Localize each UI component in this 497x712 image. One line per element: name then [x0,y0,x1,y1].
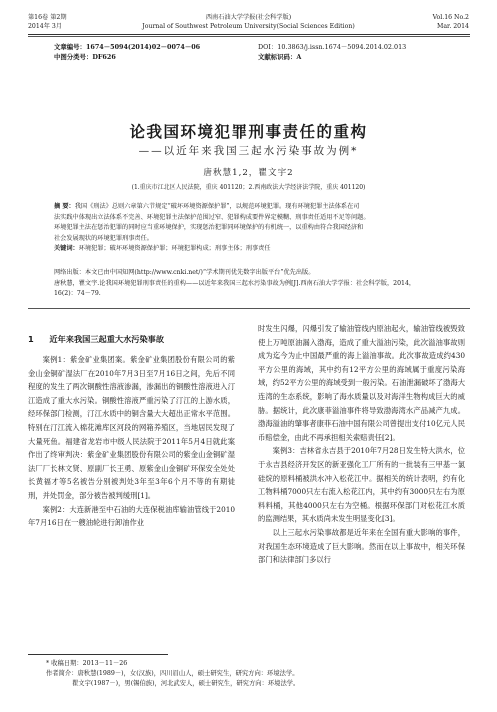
section-number: 1 [28,334,34,344]
abstract-line: 环境犯罪主法在惩治犯罪的同时应当重环境保护，实现惩治犯罪同环境保护的有机统一，以重构由符合我国经济和 [54,224,364,232]
header-volume-en: Vol.16 No.2 [432,14,469,21]
keywords-text: 环境犯罪；破坏环境资源保护罪；环境犯罪构成；刑事主体；刑事责任 [78,245,271,253]
abstract-text: 我国《刑法》总则六章第六节规定“破坏环境资源保护罪”，以规范环境犯罪。现有环境犯罪主法体系在司 [74,203,360,210]
header-date-en: Mar. 2014 [437,23,469,30]
article-number: 文章编号：1674－5094(2014)02－0074－06 [54,43,201,51]
article-title: 论我国环境犯罪刑事责任的重构 [129,122,368,141]
abstract-line [54,202,448,213]
author-bio: 瞿文宇(1987－)，男(锡伯族)，河北武安人，硕士研究生，研究方向：环境法学。 [72,680,300,687]
citation-line: 16(2)：74－79. [54,290,101,298]
clc-number: 中图分类号：DF626 [54,53,116,61]
article-subtitle: ——以近年来我国三起水污染事故为例* [138,145,359,157]
citation-line: 唐秋慧，瞿文宇.论我国环境犯罪刑事责任的重构——以近年来我国三起水污染事故为例[J].西南石油大学学报：社会科学版，2014， [54,279,416,287]
header-journal-en: Journal of Southwest Petroleum University(Social Sciences Edition) [142,23,355,30]
keywords [54,244,448,255]
abstract-label: 摘 要： [54,203,75,210]
header-volume: 第16卷 第2期 [28,14,67,21]
authors: 唐秋慧1,2，瞿文宇2 [203,168,294,178]
header-date: 2014年 3月 [28,23,63,30]
body-paragraph: 案例1：紫金矿业集团案。紫金矿业集团股份有限公司的紫金山金铜矿湿法厂在2010年7月3日至7月16日之间，先后不同程度的发生了两次铜酸性溶液渗漏，渗漏出的铜酸性溶液进入汀江造成了重大水污染。铜酸性溶液严重污染了汀江的上游水质，经环保部门检测，汀江水质中的铜含量大大超出正常水平范围。特别在汀江流入棉花滩库区河段的网箱养殖区，当地居民发现了大量死鱼。福建省龙岩市中级人民法院于2011年5月4日就此案作出了终审判决：紫金矿业集团股份有限公司的紫金山金铜矿湿法厂厂长林文贤、原副厂长王勇、原紫金山金铜矿环保安全处处长黄福才等5名被告分别被判处3年至3年6个月不等的有期徒刑，并处罚金，部分被告被判缓刑[1]。 [28,355,235,500]
header-rule [28,34,470,35]
network-publication: 网络出版：本文已由中国知网(http://www.cnki.net/)“学术期刊优先数字出版平台”优先出版。 [54,269,315,276]
abstract-rule [28,308,470,309]
body-paragraph: 案例3：吉林省永吉县于2010年7月28日发生特大洪水，位于永吉县经济开发区的新亚强化工厂所有的一批装有三甲基一氯硅烷的原料桶被洪水冲入松花江中。据相关的统计表明，约有化工物料桶7000只左右流入松花江内，其中约有3000只左右为原料料桶，其他4000只左右为空桶。根据环保部门对松花江水质的监测结果，其水质尚未发生明显变化[3]。 [258,446,465,524]
right-column [258,322,465,567]
received-date: * 收稿日期：2013－11－26 [46,660,128,667]
author-bio: 作者简介：唐秋慧(1989－)，女(汉族)，四川眉山人，硕士研究生，研究方向：环境法学。 [46,670,299,677]
publication-info [54,268,448,300]
abstract [54,202,448,255]
footnote-rule [28,654,168,655]
section-title: 近年来我国三起重大水污染事故 [49,334,165,344]
doi: DOI：10.3863/j.issn.1674－5094.2014.02.013 [258,43,407,51]
body-paragraph: 案例2：大连新港至中石油的大连保税油库输油管线于2010年7月16日在一艘油轮进行卸油作业 [28,504,235,528]
document-code: 文献标识码：A [258,53,302,61]
affiliations: (1.重庆市江北区人民法院，重庆 401120；2.西南政法大学经济法学院，重庆 401120) [131,184,366,191]
section-heading [28,334,235,345]
header-rule-thin [28,36,470,37]
keywords-label: 关键词： [54,245,79,253]
left-column [28,334,235,530]
body-paragraph: 以上三起水污染事故都是近年来在全国有重大影响的事件，对我国生态环境造成了巨大影响。然而在以上事故中，相关环保部门和法律部门多以行 [258,527,465,565]
abstract-line: 法实践中体现出立法体系不完善、环境犯罪主法保护范围过窄、犯罪构成要件界定模糊、刑事责任适用不足等问题。 [54,213,370,221]
header-journal-cn: 西南石油大学学报(社会科学版) [205,14,292,21]
body-paragraph: 时发生闪爆，闪爆引发了输油管线内原油起火，输油管线被毁致使上万吨原油漏入渤海，造成了重大溢油污染，此次溢油事故则成为迄今为止中国最严重的海上溢油事故。此次事故造成约430平方公里的海域，其中约有12平方公里的海域属于重度污染海域，约52平方公里的海域受到一般污染。石油泄漏破坏了渤海大连湾的生态系统，影响了海水质量以及对海洋生物构成巨大的威胁。据统计，此次康菲溢油事件将导致渤海湾水产品减产九成。渤海溢油的肇事者康菲石油中国有限公司曾提出支付10亿元人民币赔偿金，由此不再承担相关索赔责任[2]。 [258,324,465,442]
abstract-line: 社会发展现状的环境犯罪刑事责任。 [54,234,153,242]
